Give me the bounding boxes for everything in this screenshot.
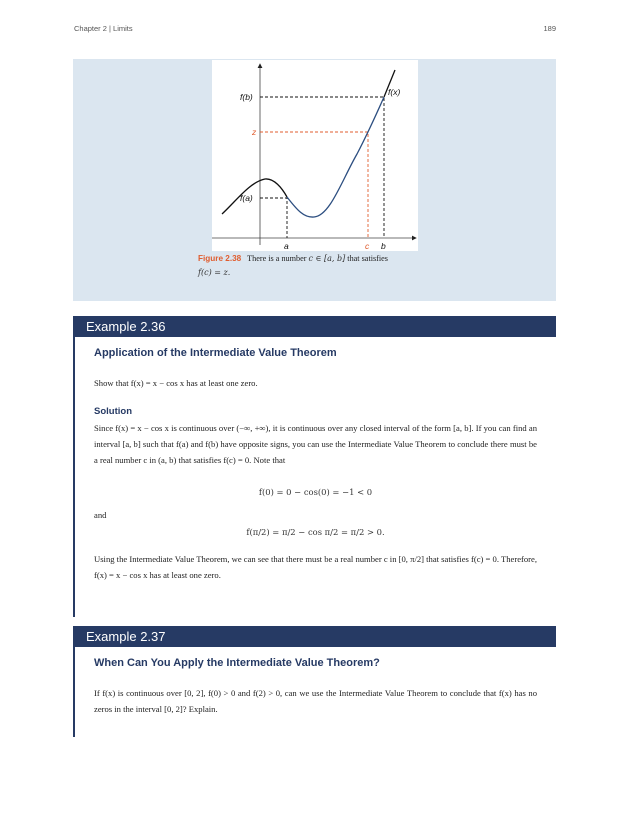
label-fx: f(x) [388, 87, 401, 97]
label-fb: f(b) [240, 92, 253, 102]
solution-heading: Solution [94, 406, 132, 417]
equation-f0: f(0) = 0 − cos(0) = −1 < 0 [258, 487, 373, 497]
figure-label: Figure 2.38 [198, 254, 242, 263]
label-fa: f(a) [240, 193, 253, 203]
example-2-37-title: When Can You Apply the Intermediate Value Theorem? [94, 657, 380, 669]
and-text: and [94, 510, 107, 520]
label-z: z [252, 127, 257, 137]
example-2-37-header: Example 2.37 [73, 626, 556, 647]
example-2-36-header: Example 2.36 [73, 316, 556, 337]
page-number: 189 [543, 24, 556, 33]
figure-box [73, 59, 556, 301]
tick-label-a: a [284, 241, 289, 251]
example-2-37-prompt: If f(x) is continuous over [0, 2], f(0) > 0 and f(2) > 0, can we use the Intermediate Value Theorem to conclude that f(x) has no zeros in the interval [0, 2]? Explain. [94, 688, 537, 714]
example-2-37-left-border [73, 647, 75, 737]
curve-left [222, 179, 287, 214]
curve-middle [287, 97, 384, 217]
equation-f-pi-over-2: f(π/2) = π/2 − cos π/2 = π/2 > 0. [246, 527, 385, 537]
example-2-36-prompt: Show that f(x) = x − cos x has at least one zero. [94, 378, 258, 388]
caption-math-fcz: f(c) = z. [198, 268, 231, 277]
running-header-chapter: Chapter 2 | Limits [74, 24, 133, 33]
z-guide [260, 132, 368, 238]
solution-paragraph-1: Since f(x) = x − cos x is continuous over (−∞, +∞), it is continuous over any closed interval of the form [a, b]. If you can find an interval [a, b] such that f(a) and f(b) have opposite signs, you can use the Intermediate Value Theorem to conclude there must be a real number c in (a, b) that satisfies f(c) = 0. Note that [94, 423, 537, 465]
example-2-36-title: Application of the Intermediate Value Theorem [94, 347, 337, 359]
ivt-graph-svg [212, 60, 418, 251]
example-2-36-left-border [73, 337, 75, 617]
solution-paragraph-2: Using the Intermediate Value Theorem, we can see that there must be a real number c in [0, π/2] that satisfies f(c) = 0. Therefore, f(x) = x − cos x has at least one zero. [94, 554, 538, 580]
caption-text: There is a number [247, 254, 307, 263]
fa-guide [260, 198, 287, 238]
caption-text-2: that satisfies [347, 254, 388, 263]
figure-caption [198, 252, 428, 280]
caption-math-interval: c ∈ [a, b] [308, 254, 346, 263]
ivt-graph [212, 60, 418, 251]
fb-guide [260, 97, 384, 238]
tick-label-c: c [365, 241, 370, 251]
tick-label-b: b [381, 241, 386, 251]
